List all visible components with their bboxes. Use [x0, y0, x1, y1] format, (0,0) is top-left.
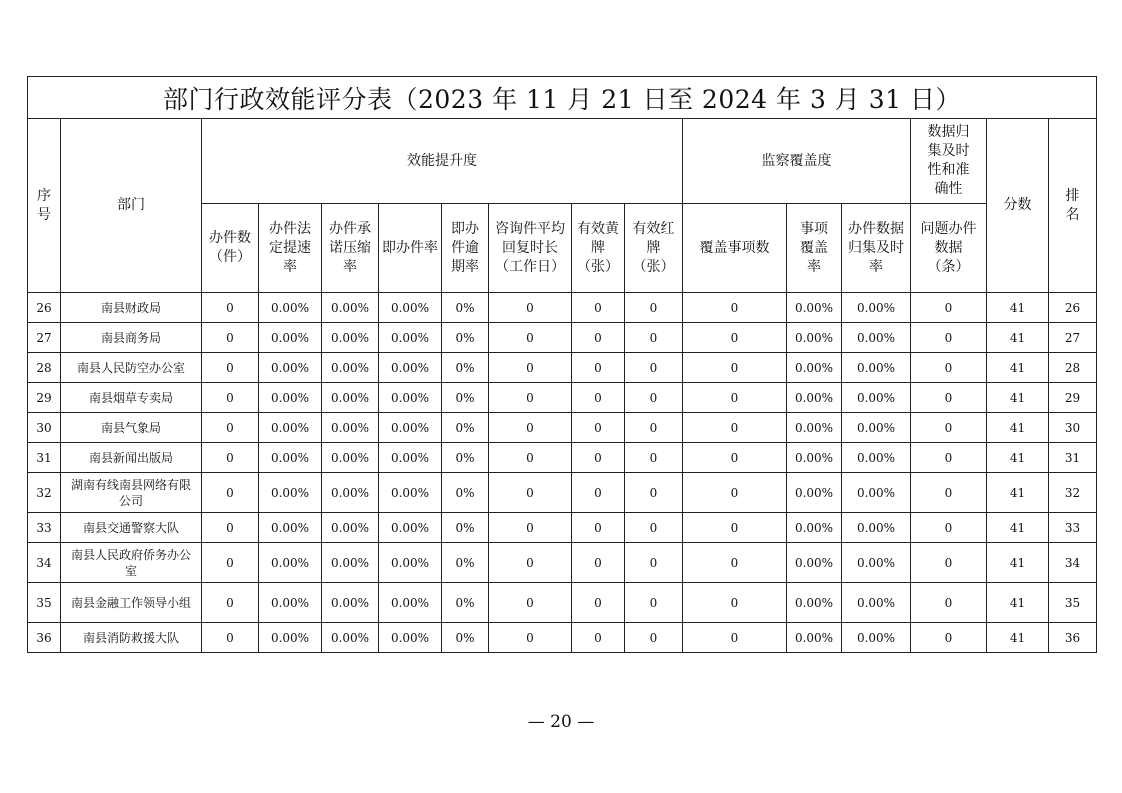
cell-covered-items: 0 — [683, 383, 787, 413]
cell-dept: 南县金融工作领导小组 — [61, 583, 202, 623]
cell-yellow-card: 0 — [572, 293, 625, 323]
cell-collection-rate: 0.00% — [842, 353, 911, 383]
table-row — [28, 413, 1097, 443]
cell-coverage-rate: 0.00% — [787, 473, 842, 513]
cell-rank: 28 — [1049, 353, 1097, 383]
cell-collection-rate: 0.00% — [842, 413, 911, 443]
cell-collection-rate: 0.00% — [842, 623, 911, 653]
header-rank: 排名 — [1049, 119, 1097, 293]
cell-instant-overdue: 0% — [442, 473, 489, 513]
cell-rank: 32 — [1049, 473, 1097, 513]
cell-problem-data: 0 — [911, 443, 987, 473]
table-row — [28, 543, 1097, 583]
cell-seq: 29 — [28, 383, 61, 413]
cell-score: 41 — [987, 443, 1049, 473]
header-sub: 有效红牌（张） — [625, 204, 683, 293]
cell-collection-rate: 0.00% — [842, 293, 911, 323]
cell-coverage-rate: 0.00% — [787, 293, 842, 323]
cell-instant-overdue: 0% — [442, 383, 489, 413]
cell-legal-speedup: 0.00% — [259, 623, 322, 653]
cell-dept: 南县新闻出版局 — [61, 443, 202, 473]
cell-yellow-card: 0 — [572, 623, 625, 653]
cell-coverage-rate: 0.00% — [787, 353, 842, 383]
cell-commit-compress: 0.00% — [322, 443, 379, 473]
header-dept: 部门 — [61, 119, 202, 293]
cell-yellow-card: 0 — [572, 323, 625, 353]
cell-rank: 26 — [1049, 293, 1097, 323]
cell-seq: 26 — [28, 293, 61, 323]
cell-legal-speedup: 0.00% — [259, 353, 322, 383]
cell-instant-rate: 0.00% — [379, 473, 442, 513]
cell-commit-compress: 0.00% — [322, 623, 379, 653]
page-number: — 20 — — [527, 712, 595, 732]
header-sub: 问题办件数据（条） — [911, 204, 987, 293]
cell-seq: 32 — [28, 473, 61, 513]
cell-collection-rate: 0.00% — [842, 543, 911, 583]
cell-rank: 31 — [1049, 443, 1097, 473]
cell-yellow-card: 0 — [572, 413, 625, 443]
cell-commit-compress: 0.00% — [322, 513, 379, 543]
cell-instant-rate: 0.00% — [379, 543, 442, 583]
table-row — [28, 443, 1097, 473]
header-sub: 事项覆盖率 — [787, 204, 842, 293]
cell-dept: 湖南有线南县网络有限公司 — [61, 473, 202, 513]
cell-coverage-rate: 0.00% — [787, 383, 842, 413]
cell-problem-data: 0 — [911, 323, 987, 353]
cell-rank: 33 — [1049, 513, 1097, 543]
cell-seq: 33 — [28, 513, 61, 543]
cell-score: 41 — [987, 413, 1049, 443]
cell-reply-time: 0 — [489, 353, 572, 383]
header-sub: 即办件率 — [379, 204, 442, 293]
cell-coverage-rate: 0.00% — [787, 513, 842, 543]
cell-covered-items: 0 — [683, 443, 787, 473]
cell-problem-data: 0 — [911, 413, 987, 443]
cell-red-card: 0 — [625, 513, 683, 543]
cell-instant-rate: 0.00% — [379, 513, 442, 543]
cell-reply-time: 0 — [489, 383, 572, 413]
header-sub: 办件法定提速率 — [259, 204, 322, 293]
cell-dept: 南县人民政府侨务办公室 — [61, 543, 202, 583]
table-row — [28, 513, 1097, 543]
cell-seq: 30 — [28, 413, 61, 443]
table-row — [28, 473, 1097, 513]
cell-commit-compress: 0.00% — [322, 473, 379, 513]
cell-commit-compress: 0.00% — [322, 323, 379, 353]
header-sub: 咨询件平均回复时长（工作日） — [489, 204, 572, 293]
cell-collection-rate: 0.00% — [842, 443, 911, 473]
cell-yellow-card: 0 — [572, 443, 625, 473]
cell-score: 41 — [987, 513, 1049, 543]
cell-coverage-rate: 0.00% — [787, 623, 842, 653]
cell-red-card: 0 — [625, 473, 683, 513]
cell-commit-compress: 0.00% — [322, 543, 379, 583]
cell-collection-rate: 0.00% — [842, 513, 911, 543]
cell-count: 0 — [202, 293, 259, 323]
cell-legal-speedup: 0.00% — [259, 413, 322, 443]
header-sub: 覆盖事项数 — [683, 204, 787, 293]
cell-covered-items: 0 — [683, 543, 787, 583]
cell-commit-compress: 0.00% — [322, 293, 379, 323]
cell-count: 0 — [202, 543, 259, 583]
table-body — [28, 293, 1097, 653]
cell-score: 41 — [987, 323, 1049, 353]
cell-yellow-card: 0 — [572, 513, 625, 543]
cell-legal-speedup: 0.00% — [259, 383, 322, 413]
cell-instant-overdue: 0% — [442, 623, 489, 653]
cell-problem-data: 0 — [911, 473, 987, 513]
cell-seq: 35 — [28, 583, 61, 623]
cell-red-card: 0 — [625, 443, 683, 473]
cell-dept: 南县烟草专卖局 — [61, 383, 202, 413]
cell-dept: 南县财政局 — [61, 293, 202, 323]
cell-legal-speedup: 0.00% — [259, 473, 322, 513]
cell-problem-data: 0 — [911, 383, 987, 413]
cell-collection-rate: 0.00% — [842, 473, 911, 513]
cell-instant-rate: 0.00% — [379, 323, 442, 353]
cell-commit-compress: 0.00% — [322, 383, 379, 413]
cell-instant-overdue: 0% — [442, 413, 489, 443]
header-sub: 办件承诺压缩率 — [322, 204, 379, 293]
cell-problem-data: 0 — [911, 623, 987, 653]
cell-rank: 36 — [1049, 623, 1097, 653]
cell-yellow-card: 0 — [572, 583, 625, 623]
cell-seq: 28 — [28, 353, 61, 383]
table-row — [28, 353, 1097, 383]
cell-legal-speedup: 0.00% — [259, 583, 322, 623]
header-group-efficiency: 效能提升度 — [202, 119, 683, 204]
cell-seq: 34 — [28, 543, 61, 583]
cell-instant-overdue: 0% — [442, 293, 489, 323]
cell-seq: 27 — [28, 323, 61, 353]
cell-coverage-rate: 0.00% — [787, 323, 842, 353]
cell-score: 41 — [987, 293, 1049, 323]
table-row — [28, 293, 1097, 323]
cell-dept: 南县气象局 — [61, 413, 202, 443]
cell-red-card: 0 — [625, 413, 683, 443]
cell-instant-rate: 0.00% — [379, 353, 442, 383]
cell-reply-time: 0 — [489, 323, 572, 353]
score-table — [27, 76, 1097, 653]
cell-reply-time: 0 — [489, 413, 572, 443]
cell-covered-items: 0 — [683, 353, 787, 383]
cell-covered-items: 0 — [683, 413, 787, 443]
cell-instant-rate: 0.00% — [379, 443, 442, 473]
cell-rank: 30 — [1049, 413, 1097, 443]
cell-reply-time: 0 — [489, 623, 572, 653]
cell-count: 0 — [202, 323, 259, 353]
cell-legal-speedup: 0.00% — [259, 293, 322, 323]
table-title: 部门行政效能评分表（2023 年 11 月 21 日至 2024 年 3 月 31 日） — [28, 77, 1097, 119]
header-sub: 办件数（件） — [202, 204, 259, 293]
cell-legal-speedup: 0.00% — [259, 323, 322, 353]
cell-reply-time: 0 — [489, 513, 572, 543]
cell-instant-rate: 0.00% — [379, 413, 442, 443]
cell-covered-items: 0 — [683, 623, 787, 653]
cell-covered-items: 0 — [683, 583, 787, 623]
header-score: 分数 — [987, 119, 1049, 293]
cell-score: 41 — [987, 473, 1049, 513]
header-group-supervision: 监察覆盖度 — [683, 119, 911, 204]
cell-red-card: 0 — [625, 623, 683, 653]
cell-legal-speedup: 0.00% — [259, 443, 322, 473]
cell-score: 41 — [987, 383, 1049, 413]
cell-instant-overdue: 0% — [442, 323, 489, 353]
header-seq: 序号 — [28, 119, 61, 293]
cell-score: 41 — [987, 353, 1049, 383]
cell-seq: 31 — [28, 443, 61, 473]
cell-red-card: 0 — [625, 543, 683, 583]
cell-rank: 34 — [1049, 543, 1097, 583]
cell-problem-data: 0 — [911, 543, 987, 583]
cell-problem-data: 0 — [911, 583, 987, 623]
cell-covered-items: 0 — [683, 323, 787, 353]
cell-coverage-rate: 0.00% — [787, 413, 842, 443]
header-group-data: 数据归集及时性和准确性 — [911, 119, 987, 204]
cell-rank: 29 — [1049, 383, 1097, 413]
cell-reply-time: 0 — [489, 583, 572, 623]
cell-count: 0 — [202, 473, 259, 513]
cell-legal-speedup: 0.00% — [259, 513, 322, 543]
cell-red-card: 0 — [625, 323, 683, 353]
cell-red-card: 0 — [625, 293, 683, 323]
cell-coverage-rate: 0.00% — [787, 443, 842, 473]
cell-collection-rate: 0.00% — [842, 323, 911, 353]
table-row — [28, 583, 1097, 623]
cell-commit-compress: 0.00% — [322, 413, 379, 443]
cell-count: 0 — [202, 513, 259, 543]
cell-red-card: 0 — [625, 583, 683, 623]
cell-reply-time: 0 — [489, 543, 572, 583]
table-row — [28, 383, 1097, 413]
table-row — [28, 623, 1097, 653]
cell-score: 41 — [987, 623, 1049, 653]
cell-instant-overdue: 0% — [442, 543, 489, 583]
cell-dept: 南县交通警察大队 — [61, 513, 202, 543]
header-sub: 即办件逾期率 — [442, 204, 489, 293]
cell-count: 0 — [202, 383, 259, 413]
table-row — [28, 323, 1097, 353]
cell-red-card: 0 — [625, 383, 683, 413]
cell-red-card: 0 — [625, 353, 683, 383]
cell-seq: 36 — [28, 623, 61, 653]
cell-legal-speedup: 0.00% — [259, 543, 322, 583]
cell-collection-rate: 0.00% — [842, 383, 911, 413]
cell-score: 41 — [987, 543, 1049, 583]
cell-problem-data: 0 — [911, 353, 987, 383]
cell-coverage-rate: 0.00% — [787, 543, 842, 583]
cell-dept: 南县人民防空办公室 — [61, 353, 202, 383]
cell-reply-time: 0 — [489, 293, 572, 323]
cell-dept: 南县消防救援大队 — [61, 623, 202, 653]
cell-instant-rate: 0.00% — [379, 583, 442, 623]
cell-count: 0 — [202, 583, 259, 623]
cell-count: 0 — [202, 443, 259, 473]
cell-count: 0 — [202, 353, 259, 383]
cell-rank: 27 — [1049, 323, 1097, 353]
cell-problem-data: 0 — [911, 293, 987, 323]
cell-instant-overdue: 0% — [442, 443, 489, 473]
cell-reply-time: 0 — [489, 473, 572, 513]
cell-commit-compress: 0.00% — [322, 583, 379, 623]
cell-instant-rate: 0.00% — [379, 293, 442, 323]
cell-instant-rate: 0.00% — [379, 383, 442, 413]
cell-instant-overdue: 0% — [442, 513, 489, 543]
cell-count: 0 — [202, 413, 259, 443]
cell-score: 41 — [987, 583, 1049, 623]
cell-collection-rate: 0.00% — [842, 583, 911, 623]
cell-reply-time: 0 — [489, 443, 572, 473]
header-sub: 有效黄牌（张） — [572, 204, 625, 293]
cell-rank: 35 — [1049, 583, 1097, 623]
cell-problem-data: 0 — [911, 513, 987, 543]
cell-instant-overdue: 0% — [442, 353, 489, 383]
cell-commit-compress: 0.00% — [322, 353, 379, 383]
header-sub: 办件数据归集及时率 — [842, 204, 911, 293]
cell-yellow-card: 0 — [572, 473, 625, 513]
cell-count: 0 — [202, 623, 259, 653]
cell-instant-overdue: 0% — [442, 583, 489, 623]
cell-coverage-rate: 0.00% — [787, 583, 842, 623]
cell-covered-items: 0 — [683, 473, 787, 513]
cell-covered-items: 0 — [683, 513, 787, 543]
cell-instant-rate: 0.00% — [379, 623, 442, 653]
cell-dept: 南县商务局 — [61, 323, 202, 353]
cell-covered-items: 0 — [683, 293, 787, 323]
cell-yellow-card: 0 — [572, 543, 625, 583]
cell-yellow-card: 0 — [572, 353, 625, 383]
cell-yellow-card: 0 — [572, 383, 625, 413]
